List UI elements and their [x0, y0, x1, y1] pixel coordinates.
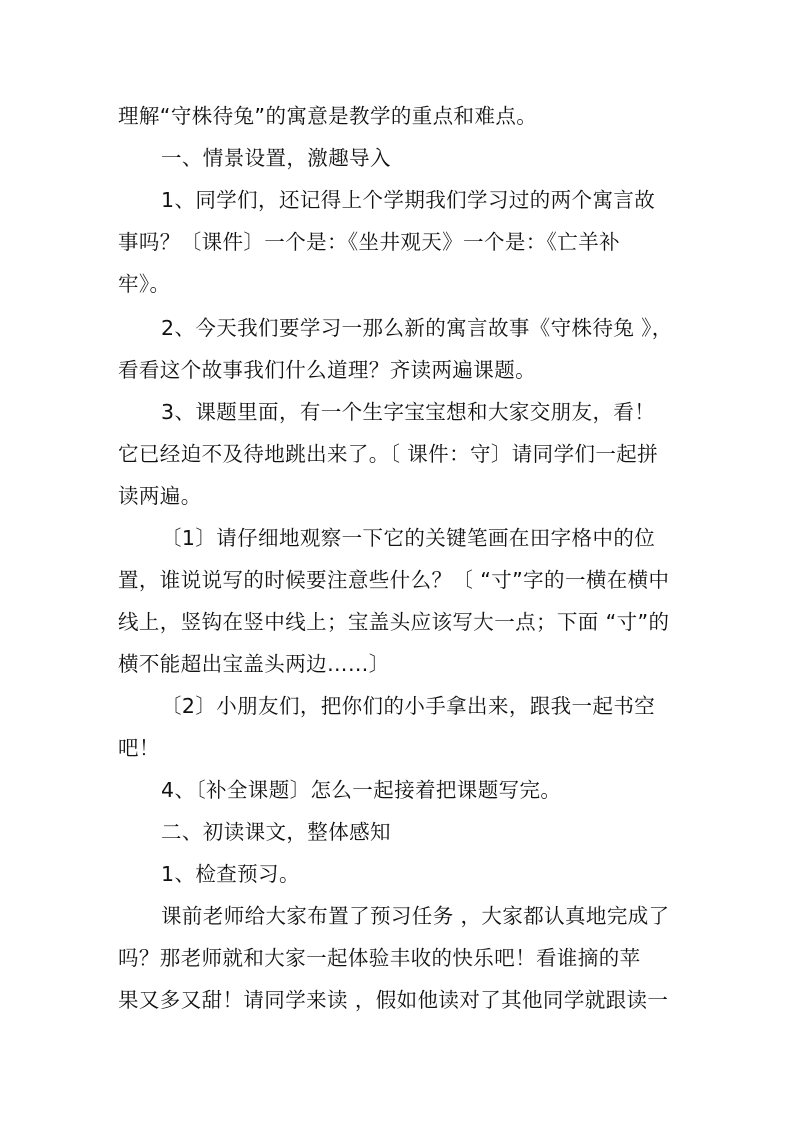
paragraph-line: 事吗？〔课件〕一个是：《坐井观天》一个是：《亡羊补	[118, 230, 620, 254]
paragraph-line: 课前老师给大家布置了预习任务 ，大家都认真地完成了	[161, 904, 670, 928]
section-heading: 一、情景设置，激趣导入	[161, 146, 391, 170]
paragraph-line: 置，谁说说写的时候要注意些什么？〔 “寸”字的一横在横中	[118, 568, 670, 592]
paragraph-line: 1、同学们，还记得上个学期我们学习过的两个寓言故	[161, 188, 656, 212]
paragraph-line: 看看这个故事我们什么道理？齐读两遍课题。	[118, 358, 536, 382]
paragraph-line: 线上，竖钩在竖中线上；宝盖头应该写大一点；下面 “寸”的	[118, 610, 670, 634]
paragraph-line: 它已经迫不及待地跳出来了。〔 课件：守〕请同学们一起拼	[118, 442, 659, 466]
section-heading: 二、初读课文，整体感知	[161, 820, 391, 844]
paragraph-line: 〔2〕小朋友们，把你们的小手拿出来，跟我一起书空	[161, 694, 656, 718]
paragraph-line: 果又多又甜！请同学来读 ，假如他读对了其他同学就跟读一	[118, 988, 669, 1012]
paragraph-line: 〔1〕请仔细地观察一下它的关键笔画在田字格中的位	[161, 526, 656, 550]
paragraph-line: 横不能超出宝盖头两边……〕	[118, 652, 390, 676]
paragraph-line: 吗？那老师就和大家一起体验丰收的快乐吧！看谁摘的苹	[118, 946, 641, 970]
paragraph-line: 吧！	[118, 736, 160, 760]
paragraph-line: 4、〔补全课题〕怎么一起接着把课题写完。	[161, 778, 562, 802]
paragraph-line: 理解“守株待兔”的寓意是教学的重点和难点。	[118, 104, 538, 128]
paragraph-line: 3、课题里面，有一个生字宝宝想和大家交朋友，看！	[161, 400, 656, 424]
paragraph-line: 牢》。	[118, 272, 171, 296]
paragraph-line: 2、今天我们要学习一那么新的寓言故事《守株待兔 》，	[161, 316, 673, 340]
paragraph-line: 读两遍。	[118, 484, 202, 508]
paragraph-line: 1、检查预习。	[161, 862, 300, 886]
